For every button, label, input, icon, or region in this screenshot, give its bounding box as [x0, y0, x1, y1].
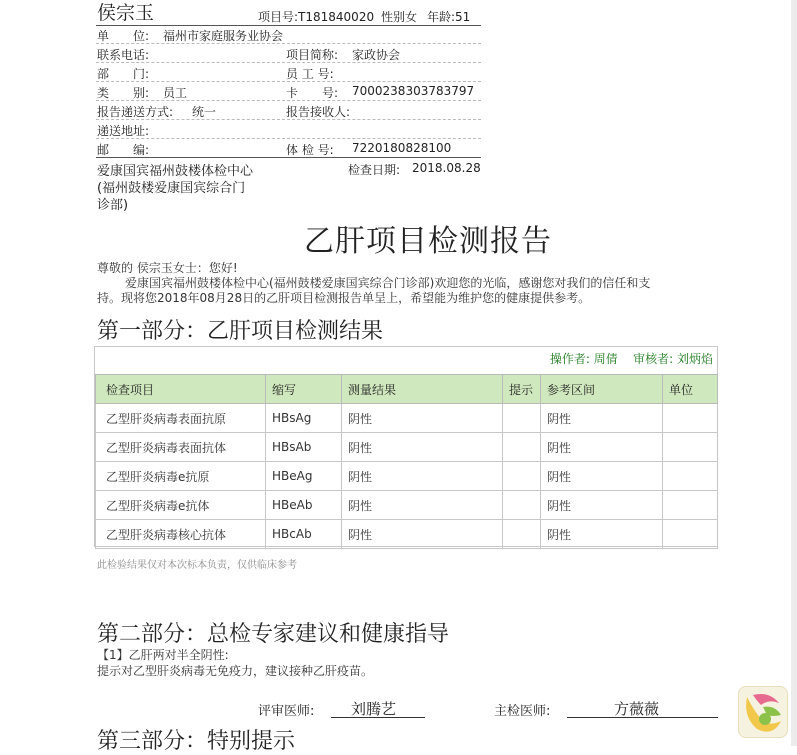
- cell-abbr: HBeAg: [266, 462, 342, 491]
- unit-value: 福州市家庭服务业协会: [163, 29, 284, 43]
- table-row: [96, 520, 718, 549]
- exam-date-value: 2018.08.28: [412, 161, 481, 175]
- cell-ref: 阴性: [541, 520, 663, 549]
- advice-item-1: 【1】乙肝两对半全阴性:: [97, 648, 229, 662]
- results-table: [95, 374, 718, 549]
- cell-ref: 阴性: [541, 491, 663, 520]
- category-value: 员工: [163, 86, 188, 100]
- cell-result: 阴性: [342, 404, 503, 433]
- reviewer-label: 审核者:: [633, 352, 674, 366]
- col-header-abbr: 缩写: [266, 375, 342, 404]
- cell-abbr: HBcAb: [266, 520, 342, 549]
- cell-result: 阴性: [342, 520, 503, 549]
- col-header-result: 测量结果: [342, 375, 503, 404]
- clinic-logo-icon: [738, 686, 788, 738]
- cell-hint: [503, 433, 541, 462]
- cell-result: 阴性: [342, 433, 503, 462]
- gender: 性别女: [381, 10, 418, 24]
- advice-item-1-detail: 提示对乙型肝炎病毒无免疫力，建议接种乙肝疫苗。: [97, 664, 374, 678]
- cell-unit: [663, 433, 718, 462]
- divider: [96, 138, 481, 139]
- delivery-value: 统一: [192, 105, 217, 119]
- center-name-line3: 诊部): [97, 198, 129, 213]
- exam-no-value: 7220180828100: [352, 141, 452, 155]
- center-name-line1: 爱康国宾福州鼓楼体检中心: [97, 164, 254, 179]
- divider: [96, 43, 481, 44]
- divider: [96, 62, 481, 63]
- project-number: 项目号:T181840020: [258, 10, 375, 24]
- intro-line2: 持。现将您2018年08月28日的乙肝项目检测报告单呈上，希望能为维护您的健康提供参考。: [97, 291, 591, 305]
- table-row: [96, 462, 718, 491]
- project-abbr-label: 项目简称:: [286, 48, 339, 62]
- part3-title: 第三部分：特别提示: [97, 729, 296, 754]
- chief-doctor-label: 主检医师:: [494, 704, 551, 719]
- cell-item: 乙型肝炎病毒表面抗原: [96, 404, 266, 433]
- part1-title: 第一部分：乙肝项目检测结果: [97, 319, 384, 344]
- cell-unit: [663, 491, 718, 520]
- operator-reviewer: [550, 350, 713, 367]
- cell-unit: [663, 462, 718, 491]
- card-value: 7000238303783797: [352, 84, 475, 98]
- table-row: [96, 433, 718, 462]
- chief-doctor-signature: 方薇薇: [614, 700, 660, 718]
- cell-hint: [503, 462, 541, 491]
- card-label: 卡 号:: [286, 86, 339, 100]
- page-edge: [791, 0, 797, 746]
- divider: [96, 119, 481, 120]
- center-name-line2: (福州鼓楼爱康国宾综合门: [97, 181, 246, 196]
- cell-result: 阴性: [342, 462, 503, 491]
- age: 年龄:51: [427, 10, 471, 24]
- unit-label: 单 位:: [97, 29, 150, 43]
- category-label: 类 别:: [97, 86, 150, 100]
- cell-abbr: HBeAb: [266, 491, 342, 520]
- cell-abbr: HBsAb: [266, 433, 342, 462]
- cell-hint: [503, 404, 541, 433]
- operator-name: 周倩: [593, 352, 618, 366]
- patient-name: 侯宗玉: [97, 2, 155, 24]
- exam-no-label: 体 检 号:: [286, 143, 334, 157]
- table-header-row: [96, 375, 718, 404]
- exam-date-label: 检查日期:: [348, 163, 401, 177]
- report-title: 乙肝项目检测报告: [304, 224, 552, 259]
- cell-item: 乙型肝炎病毒核心抗体: [96, 520, 266, 549]
- cell-item: 乙型肝炎病毒e抗原: [96, 462, 266, 491]
- cell-unit: [663, 404, 718, 433]
- cell-unit: [663, 520, 718, 549]
- divider: [96, 100, 481, 101]
- part2-title: 第二部分：总检专家建议和健康指导: [97, 622, 450, 647]
- reviewer-signature-line: [331, 717, 425, 718]
- divider: [96, 81, 481, 82]
- reviewer-name: 刘炳焰: [676, 352, 713, 366]
- greeting: 尊敬的 侯宗玉女士：您好!: [97, 261, 238, 275]
- table-row: [96, 491, 718, 520]
- col-header-item: 检查项目: [96, 375, 266, 404]
- disclaimer-note: 此检验结果仅对本次标本负责，仅供临床参考: [97, 560, 297, 571]
- operator-label: 操作者:: [549, 352, 590, 366]
- receiver-label: 报告接收人:: [286, 105, 351, 119]
- cell-hint: [503, 491, 541, 520]
- cell-abbr: HBsAg: [266, 404, 342, 433]
- postcode-label: 邮 编:: [97, 143, 150, 157]
- chief-signature-line: [567, 717, 718, 718]
- results-table-panel: [94, 346, 718, 547]
- cell-hint: [503, 520, 541, 549]
- reviewer-doctor-signature: 刘腾艺: [351, 700, 397, 718]
- col-header-unit: 单位: [663, 375, 718, 404]
- cell-item: 乙型肝炎病毒e抗体: [96, 491, 266, 520]
- clinic-logo-graphic: [739, 687, 787, 737]
- col-header-hint: 提示: [503, 375, 541, 404]
- reviewer-doctor-label: 评审医师:: [258, 704, 315, 719]
- header-bottom-rule: [96, 157, 481, 158]
- intro-line1: 爱康国宾福州鼓楼体检中心(福州鼓楼爱康国宾综合门诊部)欢迎您的光临，感谢您对我们的信任和支: [125, 276, 651, 290]
- col-header-ref: 参考区间: [541, 375, 663, 404]
- table-row: [96, 404, 718, 433]
- cell-ref: 阴性: [541, 433, 663, 462]
- dept-label: 部 门:: [97, 67, 150, 81]
- cell-result: 阴性: [342, 491, 503, 520]
- phone-label: 联系电话:: [97, 48, 150, 62]
- employee-no-label: 员 工 号:: [286, 67, 334, 81]
- cell-item: 乙型肝炎病毒表面抗体: [96, 433, 266, 462]
- header-top-rule: [96, 25, 481, 26]
- address-label: 递送地址:: [97, 124, 150, 138]
- delivery-label: 报告递送方式:: [97, 105, 174, 119]
- project-abbr-value: 家政协会: [352, 48, 401, 62]
- cell-ref: 阴性: [541, 462, 663, 491]
- cell-ref: 阴性: [541, 404, 663, 433]
